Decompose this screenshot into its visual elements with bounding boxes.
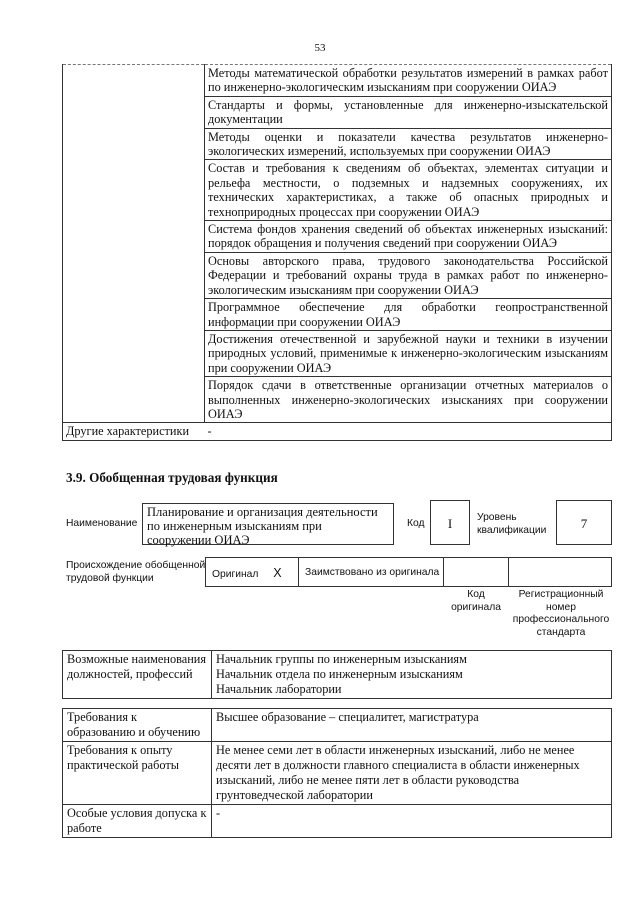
section-title: 3.9. Обобщенная трудовая функция: [66, 470, 278, 485]
knowledge-item: Состав и требования к сведениям об объектах, элементах ситуации и рельефа местности, о подземных и надземных сооружениях, их технических характеристиках, а также об опасных природных и техноприродных процессах при сооружении ОИАЭ: [205, 160, 612, 221]
requirement-label: Особые условия допуска к работе: [63, 805, 212, 838]
borrowed-cell: Заимствовано из оригинала: [298, 557, 444, 587]
knowledge-table: [62, 64, 612, 441]
requirement-value: Не менее семи лет в области инженерных изысканий, либо не менее десяти лет в должности главного специалиста в области инженерных изысканий, либо не менее пяти лет в области руководства грунтоведческой лаборатории: [212, 742, 612, 805]
requirement-value: Высшее образование – специалитет, магистратура: [212, 709, 612, 742]
knowledge-item: Методы оценки и показатели качества результатов инженерно-экологических измерений, используемых при сооружении ОИАЭ: [205, 128, 612, 160]
knowledge-item: Программное обеспечение для обработки геопространственной информации при сооружении ОИАЭ: [205, 299, 612, 331]
other-characteristics-row: [63, 423, 612, 440]
other-characteristics-label: Другие характеристики: [63, 423, 205, 440]
requirement-label: Требования к образованию и обучению: [63, 709, 212, 742]
knowledge-item: Методы математической обработки результатов измерений в рамках работ по инженерно-экологическим изысканиям при сооружении ОИАЭ: [205, 65, 612, 97]
table-row: [63, 709, 612, 742]
original-label: Оригинал: [212, 569, 259, 580]
origin-row: [205, 557, 612, 587]
name-label: Наименование: [66, 518, 138, 529]
table-row: [63, 651, 612, 699]
page-number: 53: [314, 42, 326, 54]
origin-label: Происхождение обобщенной трудовой функции: [66, 560, 206, 584]
positions-table: [62, 650, 612, 699]
table-row: [63, 742, 612, 805]
positions-label: Возможные наименования должностей, профессий: [63, 651, 212, 699]
position-item: Начальник лаборатории: [216, 682, 342, 696]
knowledge-left-cell: [63, 65, 205, 423]
table-row: [63, 65, 612, 97]
origin-code-cell: [443, 557, 509, 587]
requirements-table: [62, 708, 612, 838]
knowledge-item: Достижения отечественной и зарубежной науки и техники в изучении природных условий, применимые к инженерно-экологическим изысканиям при сооружении ОИАЭ: [205, 330, 612, 376]
original-mark: X: [273, 566, 282, 580]
knowledge-item: Основы авторского права, трудового законодательства Российской Федерации и требований охраны труда в рамках работ по инженерно-экологическим изысканиям при сооружении ОИАЭ: [205, 252, 612, 298]
table-row: [63, 805, 612, 838]
reg-number-caption: Регистрационный номер профессионального стандарта: [512, 589, 610, 638]
positions-list: [212, 651, 612, 699]
other-characteristics-value: -: [205, 423, 612, 440]
function-name-box: Планирование и организация деятельности по инженерным изысканиям при сооружении ОИАЭ: [142, 503, 394, 545]
level-label: Уровень квалификации: [477, 512, 547, 536]
position-item: Начальник отдела по инженерным изысканиям: [216, 667, 463, 681]
origin-reg-cell: [508, 557, 612, 587]
requirement-label: Требования к опыту практической работы: [63, 742, 212, 805]
knowledge-item: Система фондов хранения сведений об объектах инженерных изысканий: порядок обращения и получения сведений при сооружении ОИАЭ: [205, 221, 612, 253]
knowledge-item: Стандарты и формы, установленные для инженерно-изыскательской документации: [205, 96, 612, 128]
level-value-box: 7: [556, 500, 612, 545]
code-label: Код: [407, 518, 425, 529]
original-cell: [205, 557, 299, 587]
requirement-value: -: [212, 805, 612, 838]
position-item: Начальник группы по инженерным изысканиям: [216, 652, 467, 666]
code-value-box: I: [430, 500, 470, 545]
knowledge-item: Порядок сдачи в ответственные организации отчетных материалов о выполненных инженерно-экологических изысканиях при сооружении ОИАЭ: [205, 377, 612, 423]
code-origin-caption: Код оригинала: [451, 589, 501, 613]
